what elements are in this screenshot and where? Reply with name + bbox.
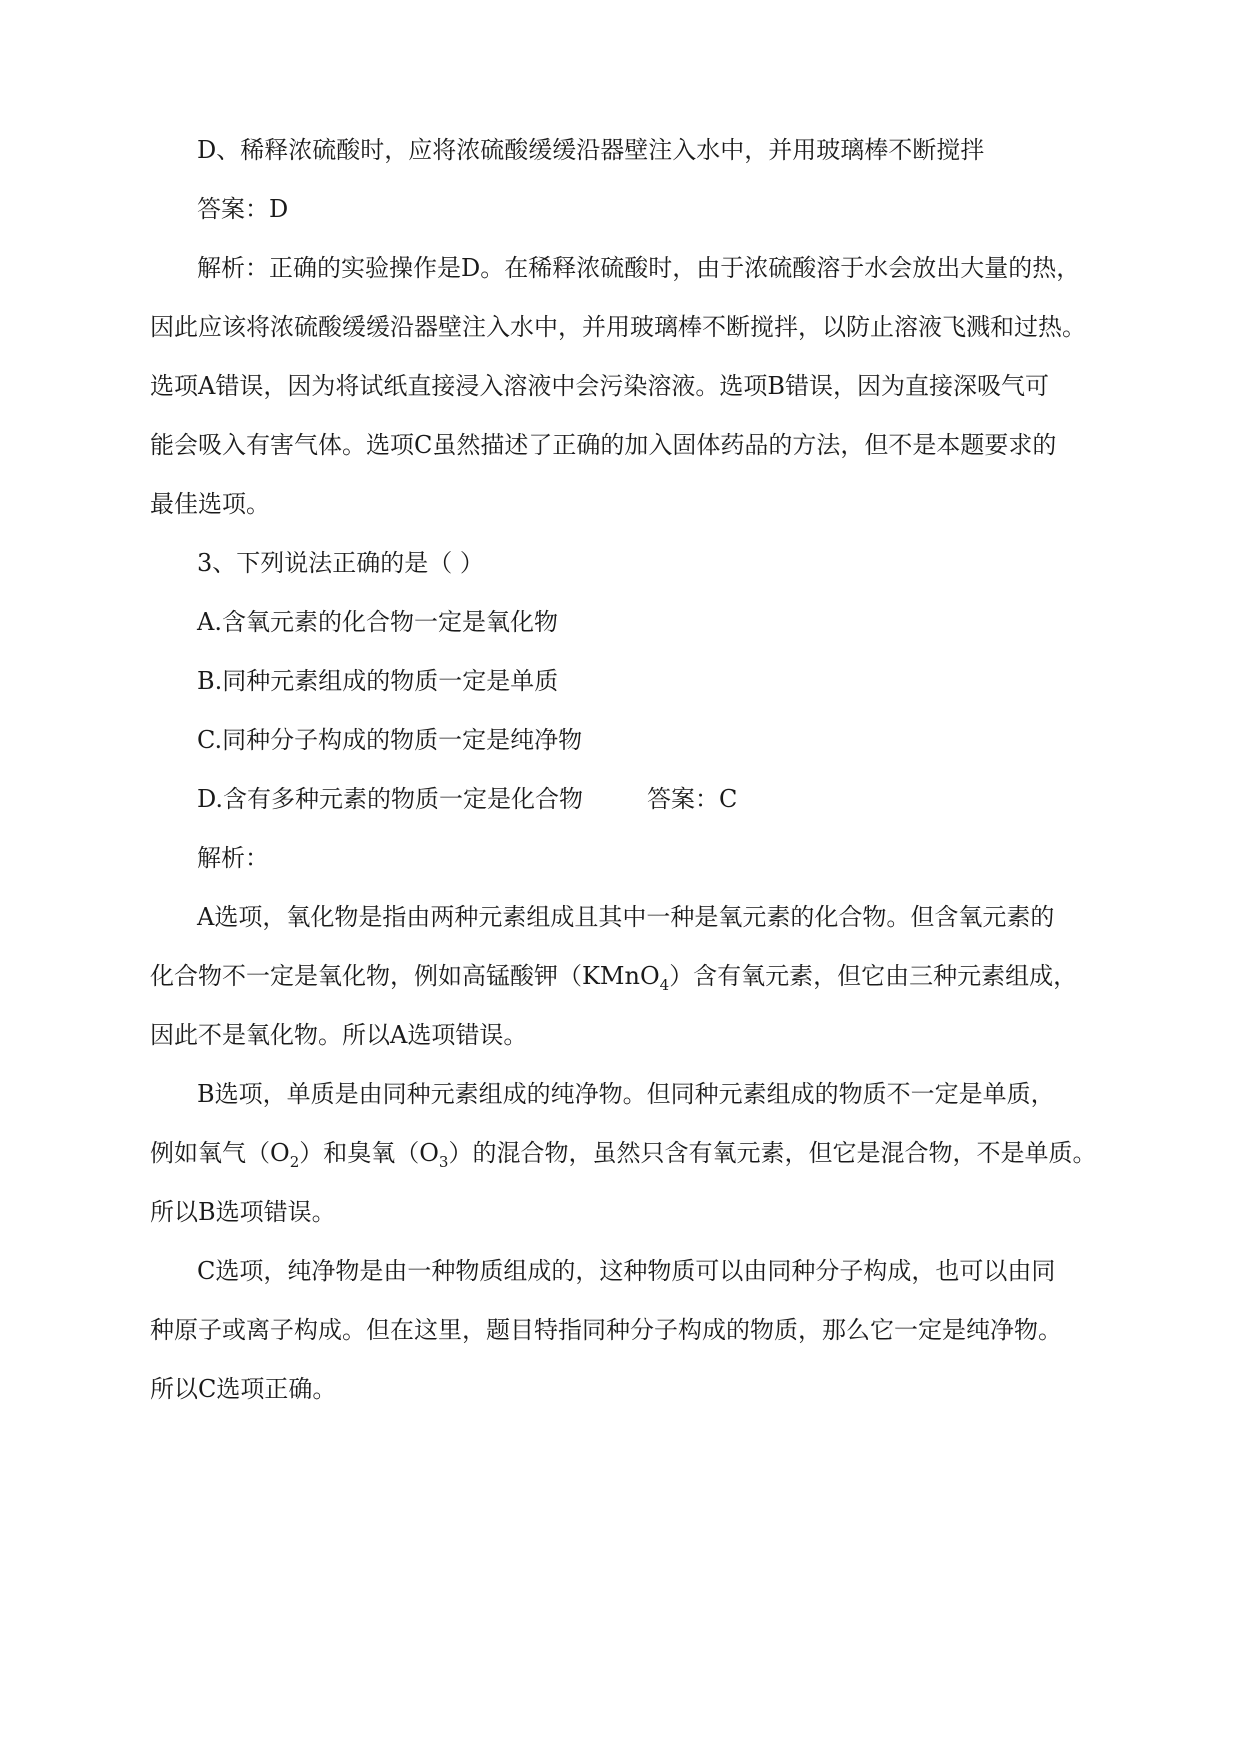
q2-analysis-line-4: 能会吸入有害气体。选项C虽然描述了正确的加入固体药品的方法，但不是本题要求的 (150, 431, 1057, 459)
o2-subscript: 2 (289, 1153, 300, 1171)
q3-b-line-2 (150, 1136, 1096, 1170)
q3-answer: 答案：C (647, 785, 738, 813)
q3-a-line-1: A选项，氧化物是指由两种元素组成且其中一种是氧元素的化合物。但含氧元素的 (197, 903, 1055, 931)
q3-option-d: D.含有多种元素的物质一定是化合物 (197, 785, 584, 813)
q3-c-line-2: 种原子或离子构成。但在这里，题目特指同种分子构成的物质，那么它一定是纯净物。 (150, 1316, 1062, 1344)
q3-a-line-3: 因此不是氧化物。所以A选项错误。 (150, 1021, 528, 1049)
q2-answer: 答案：D (197, 195, 289, 223)
q3-b-line-2-rest: ）的混合物，虽然只含有氧元素，但它是混合物，不是单质。 (448, 1139, 1097, 1167)
q3-option-a: A.含氧元素的化合物一定是氧化物 (197, 608, 558, 636)
q3-a-line-2-rest: ）含有氧元素，但它由三种元素组成， (669, 962, 1078, 990)
q3-a-line-2 (150, 959, 1077, 993)
o3-subscript: 3 (438, 1153, 449, 1171)
q2-option-d: D、稀释浓硫酸时，应将浓硫酸缓缓沿器壁注入水中，并用玻璃棒不断搅拌 (197, 136, 985, 164)
q3-a-line-2-text: 化合物不一定是氧化物，例如高锰酸钾（KMnO (150, 962, 660, 990)
q2-analysis-line-2: 因此应该将浓硫酸缓缓沿器壁注入水中，并用玻璃棒不断搅拌，以防止溶液飞溅和过热。 (150, 313, 1086, 341)
q3-c-line-1: C选项，纯净物是由一种物质组成的，这种物质可以由同种分子构成，也可以由同 (197, 1257, 1056, 1285)
q2-analysis-line-3: 选项A错误，因为将试纸直接浸入溶液中会污染溶液。选项B错误，因为直接深吸气可 (150, 372, 1049, 400)
q2-analysis-line-1: 解析：正确的实验操作是D。在稀释浓硫酸时，由于浓硫酸溶于水会放出大量的热， (197, 254, 1081, 282)
q3-b-line-1: B选项，单质是由同种元素组成的纯净物。但同种元素组成的物质不一定是单质， (197, 1080, 1055, 1108)
kmno4-subscript: 4 (659, 976, 670, 994)
q3-b-line-2-mid: ）和臭氧（O (299, 1139, 439, 1167)
q3-question: 3、下列说法正确的是（ ） (197, 549, 484, 577)
q3-option-b: B.同种元素组成的物质一定是单质 (197, 667, 559, 695)
q3-b-line-3: 所以B选项错误。 (150, 1198, 336, 1226)
q3-b-line-2-text: 例如氧气（O (150, 1139, 290, 1167)
q3-analysis-label: 解析： (197, 844, 269, 872)
q3-option-d-row (197, 782, 737, 816)
q3-c-line-3: 所以C选项正确。 (150, 1375, 337, 1403)
q3-option-c: C.同种分子构成的物质一定是纯净物 (197, 726, 583, 754)
q2-analysis-line-5: 最佳选项。 (150, 490, 270, 518)
